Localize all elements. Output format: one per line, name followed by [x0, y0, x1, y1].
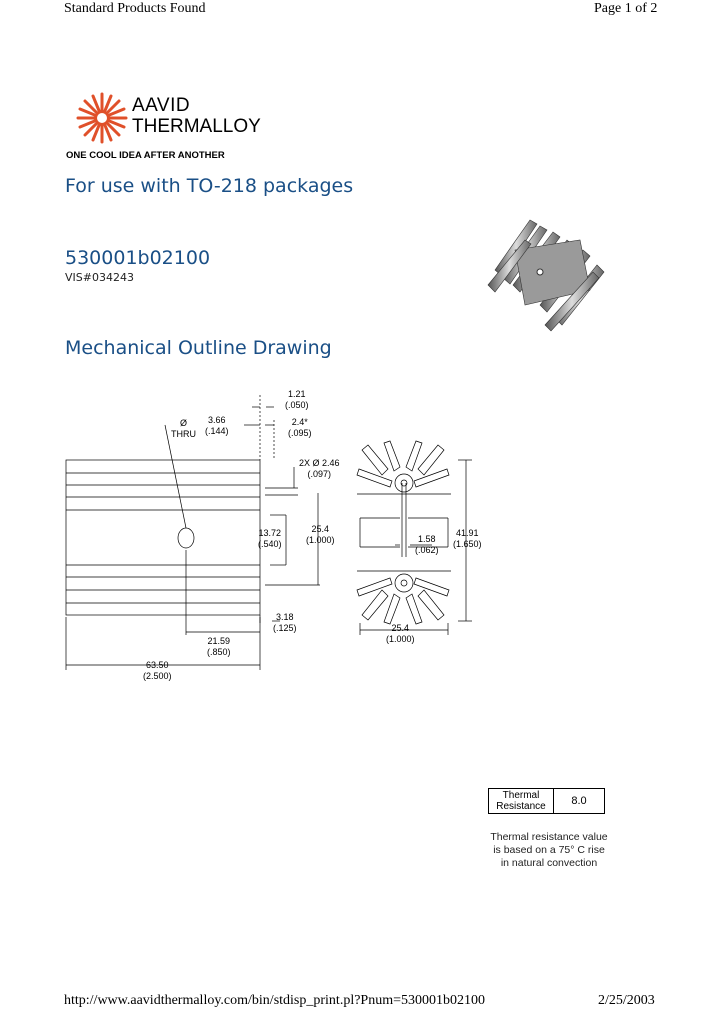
dim-13-72: 13.72 (.540)	[258, 528, 282, 549]
dim-2-4: 2.4* (.095)	[288, 417, 312, 438]
product-subtitle: For use with TO-218 packages	[65, 175, 354, 197]
dim-63-50: 63.50 (2.500)	[143, 660, 172, 681]
dim-41-91: 41.91 (1.650)	[453, 528, 482, 549]
sunburst-logo-icon	[76, 92, 128, 144]
company-logo	[66, 90, 262, 161]
print-footer-url: http://www.aavidthermalloy.com/bin/stdisp_print.pl?Pnum=530001b02100	[64, 993, 485, 1008]
thermal-resistance-table	[488, 788, 605, 814]
print-footer-date: 2/25/2003	[598, 993, 655, 1008]
section-title: Mechanical Outline Drawing	[65, 337, 332, 359]
dim-21-59: 21.59 (.850)	[207, 636, 231, 657]
thermal-label-cell: Thermal Resistance	[489, 789, 554, 814]
dim-3-18: 3.18 (.125)	[273, 612, 297, 633]
dim-25-4-side: 25.4 (1.000)	[306, 524, 335, 545]
dim-3-66: 3.66 (.144)	[205, 415, 229, 436]
print-header-title: Standard Products Found	[64, 1, 206, 16]
heatsink-product-image	[485, 210, 615, 335]
dim-hole-2x: 2X Ø 2.46 (.097)	[299, 458, 340, 479]
logo-wordmark-thermalloy: THERMALLOY	[132, 116, 261, 137]
dim-25-4-end: 25.4 (1.000)	[386, 623, 415, 644]
thru-hole-label: Ø THRU	[171, 418, 196, 439]
vis-number: VIS#034243	[65, 271, 134, 284]
dim-1-58: 1.58 (.062)	[415, 534, 439, 555]
logo-tagline: ONE COOL IDEA AFTER ANOTHER	[66, 150, 225, 161]
thermal-value-cell: 8.0	[554, 789, 605, 814]
part-number: 530001b02100	[65, 247, 211, 269]
page-number: Page 1 of 2	[594, 1, 658, 16]
thermal-note: Thermal resistance value is based on a 75° C rise in natural convection	[490, 831, 608, 869]
dim-1-21: 1.21 (.050)	[285, 389, 309, 410]
logo-wordmark-aavid: AAVID	[132, 95, 191, 116]
